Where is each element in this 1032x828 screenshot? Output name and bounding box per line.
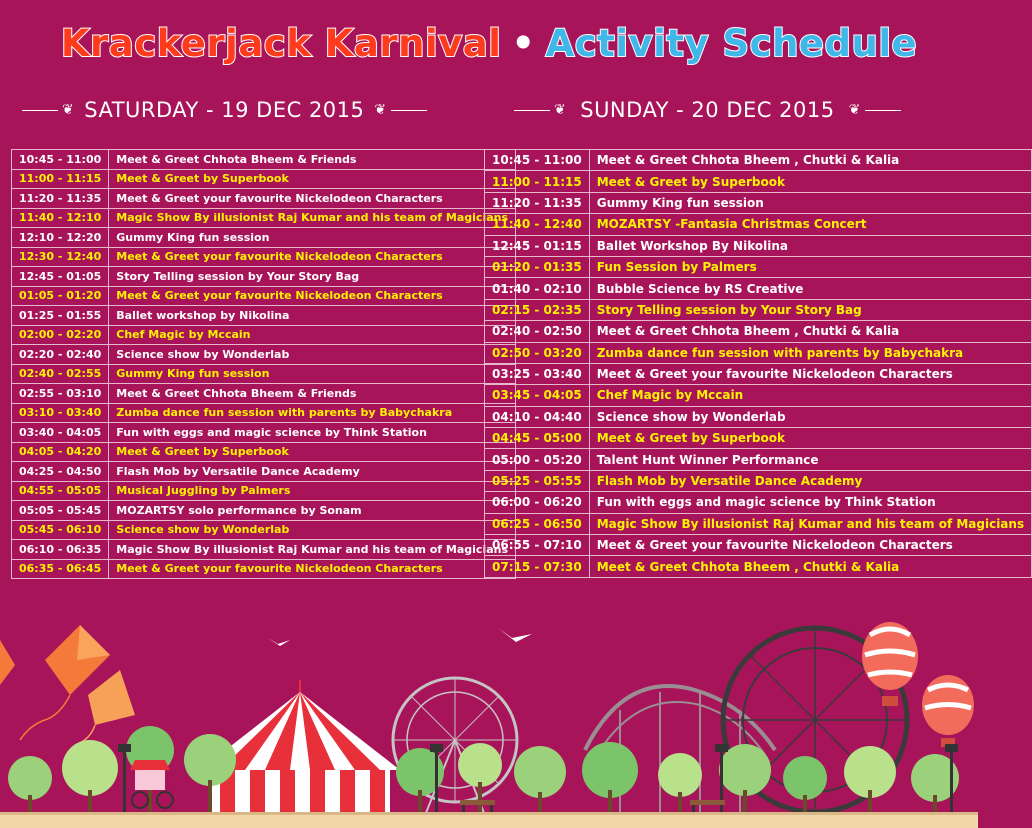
schedule-activity: Meet & Greet by Superbook <box>109 442 516 462</box>
tree-icon <box>62 740 118 815</box>
schedule-row <box>485 556 1032 577</box>
schedule-row <box>12 442 516 462</box>
schedule-row <box>12 228 516 248</box>
schedule-activity: Science show by Wonderlab <box>109 345 516 365</box>
schedule-row <box>12 345 516 365</box>
schedule-activity: Gummy King fun session <box>109 364 516 384</box>
schedule-activity: Zumba dance fun session with parents by Babychakra <box>589 342 1031 363</box>
schedule-row <box>12 189 516 209</box>
schedule-row <box>12 208 516 228</box>
schedule-activity: Meet & Greet Chhota Bheem , Chutki & Kalia <box>589 150 1031 171</box>
schedule-activity: Meet & Greet your favourite Nickelodeon Characters <box>109 247 516 267</box>
schedule-time: 06:55 - 07:10 <box>485 535 590 556</box>
schedule-time: 01:25 - 01:55 <box>12 306 109 326</box>
schedule-time: 10:45 - 11:00 <box>485 150 590 171</box>
schedule-activity: Zumba dance fun session with parents by Babychakra <box>109 403 516 423</box>
schedule-row <box>485 235 1032 256</box>
schedule-activity: Ballet workshop by Nikolina <box>109 306 516 326</box>
schedule-row <box>12 150 516 170</box>
schedule-row <box>485 214 1032 235</box>
schedule-time: 12:30 - 12:40 <box>12 247 109 267</box>
schedule-activity: Ballet Workshop By Nikolina <box>589 235 1031 256</box>
schedule-time: 02:40 - 02:55 <box>12 364 109 384</box>
schedule-time: 04:05 - 04:20 <box>12 442 109 462</box>
schedule-activity: Story Telling session by Your Story Bag <box>589 299 1031 320</box>
schedule-time: 03:40 - 04:05 <box>12 423 109 443</box>
schedule-time: 04:10 - 04:40 <box>485 406 590 427</box>
schedule-time: 04:25 - 04:50 <box>12 462 109 482</box>
schedule-row <box>12 462 516 482</box>
carnival-illustration <box>0 600 978 828</box>
schedule-time: 11:40 - 12:10 <box>12 208 109 228</box>
schedule-time: 01:20 - 01:35 <box>485 256 590 277</box>
schedule-row <box>485 299 1032 320</box>
schedule-activity: Talent Hunt Winner Performance <box>589 449 1031 470</box>
schedule-row <box>12 520 516 540</box>
schedule-time: 01:40 - 02:10 <box>485 278 590 299</box>
schedule-row <box>12 423 516 443</box>
schedule-time: 05:45 - 06:10 <box>12 520 109 540</box>
page-title <box>0 22 978 65</box>
ornament-icon: ❦ <box>374 102 387 118</box>
schedule-activity: Meet & Greet Chhota Bheem , Chutki & Kalia <box>589 321 1031 342</box>
schedule-activity: Science show by Wonderlab <box>109 520 516 540</box>
bench-icon <box>460 800 495 813</box>
schedule-time: 03:10 - 03:40 <box>12 403 109 423</box>
schedule-activity: Magic Show By illusionist Raj Kumar and his team of Magicians <box>109 540 516 560</box>
schedule-activity: Meet & Greet Chhota Bheem & Friends <box>109 150 516 170</box>
schedule-activity: Science show by Wonderlab <box>589 406 1031 427</box>
schedule-activity: Meet & Greet by Superbook <box>589 428 1031 449</box>
schedule-activity: Gummy King fun session <box>589 192 1031 213</box>
schedule-row <box>485 428 1032 449</box>
schedule-activity: Meet & Greet your favourite Nickelodeon Characters <box>589 363 1031 384</box>
kite-icon <box>0 640 15 685</box>
schedule-activity: Flash Mob by Versatile Dance Academy <box>109 462 516 482</box>
bird-icon <box>268 638 290 646</box>
schedule-row <box>12 306 516 326</box>
tree-icon <box>719 744 771 815</box>
schedule-time: 02:00 - 02:20 <box>12 325 109 345</box>
schedule-row <box>485 342 1032 363</box>
schedule-time: 03:45 - 04:05 <box>485 385 590 406</box>
schedule-row <box>12 559 516 579</box>
schedule-row <box>485 513 1032 534</box>
schedule-row <box>485 449 1032 470</box>
schedule-time: 02:50 - 03:20 <box>485 342 590 363</box>
schedule-row <box>12 267 516 287</box>
schedule-activity: Flash Mob by Versatile Dance Academy <box>589 470 1031 491</box>
schedule-time: 02:20 - 02:40 <box>12 345 109 365</box>
schedule-row <box>485 192 1032 213</box>
tree-icon <box>582 742 638 815</box>
schedule-activity: Magic Show By illusionist Raj Kumar and his team of Magicians <box>589 513 1031 534</box>
schedule-time: 11:20 - 11:35 <box>12 189 109 209</box>
schedule-time: 02:40 - 02:50 <box>485 321 590 342</box>
tree-icon <box>658 753 702 815</box>
schedule-activity: Meet & Greet by Superbook <box>109 169 516 189</box>
schedule-activity: Chef Magic by Mccain <box>109 325 516 345</box>
schedule-time: 04:45 - 05:00 <box>485 428 590 449</box>
hot-air-balloon-icon <box>862 622 918 706</box>
schedule-activity: Meet & Greet your favourite Nickelodeon Characters <box>109 189 516 209</box>
ornament-icon: ❦ <box>848 102 861 118</box>
schedule-row <box>12 364 516 384</box>
schedule-time: 06:35 - 06:45 <box>12 559 109 579</box>
schedule-row <box>12 403 516 423</box>
schedule-row <box>485 278 1032 299</box>
ornament-line <box>865 110 901 111</box>
schedule-row <box>12 540 516 560</box>
kite-icon <box>75 670 135 745</box>
schedule-activity: Meet & Greet your favourite Nickelodeon Characters <box>109 559 516 579</box>
ornament-line <box>22 110 58 111</box>
schedule-time: 07:15 - 07:30 <box>485 556 590 577</box>
schedule-row <box>12 169 516 189</box>
schedule-row <box>485 256 1032 277</box>
schedule-row <box>485 385 1032 406</box>
ornament-line <box>514 110 550 111</box>
schedule-activity: Meet & Greet your favourite Nickelodeon Characters <box>589 535 1031 556</box>
schedule-time: 03:25 - 03:40 <box>485 363 590 384</box>
schedule-row <box>485 363 1032 384</box>
schedule-row <box>485 150 1032 171</box>
schedule-row <box>485 171 1032 192</box>
schedule-time: 06:00 - 06:20 <box>485 492 590 513</box>
schedule-activity: Meet & Greet by Superbook <box>589 171 1031 192</box>
sunday-heading-text: SUNDAY - 20 DEC 2015 <box>580 98 835 122</box>
title-part1: Krackerjack Karnival <box>60 22 502 65</box>
schedule-row <box>12 247 516 267</box>
tree-icon <box>8 756 52 815</box>
schedule-activity: Fun Session by Palmers <box>589 256 1031 277</box>
schedule-activity: Chef Magic by Mccain <box>589 385 1031 406</box>
ornament-icon: ❦ <box>554 102 567 118</box>
schedule-time: 04:55 - 05:05 <box>12 481 109 501</box>
title-part2: Activity Schedule <box>545 22 918 65</box>
schedule-time: 06:25 - 06:50 <box>485 513 590 534</box>
day-heading-saturday <box>18 98 431 122</box>
saturday-schedule-table <box>11 149 516 579</box>
schedule-activity: Musical Juggling by Palmers <box>109 481 516 501</box>
schedule-activity: MOZARTSY solo performance by Sonam <box>109 501 516 521</box>
schedule-time: 01:05 - 01:20 <box>12 286 109 306</box>
schedule-row <box>12 481 516 501</box>
schedule-time: 02:55 - 03:10 <box>12 384 109 404</box>
schedule-time: 11:00 - 11:15 <box>485 171 590 192</box>
schedule-row <box>12 286 516 306</box>
title-separator: • <box>511 22 536 65</box>
ornament-line <box>391 110 427 111</box>
schedule-activity: Meet & Greet your favourite Nickelodeon Characters <box>109 286 516 306</box>
schedule-time: 11:40 - 12:40 <box>485 214 590 235</box>
schedule-row <box>485 470 1032 491</box>
schedule-time: 05:05 - 05:45 <box>12 501 109 521</box>
schedule-time: 05:00 - 05:20 <box>485 449 590 470</box>
schedule-activity: Story Telling session by Your Story Bag <box>109 267 516 287</box>
tree-icon <box>514 746 566 815</box>
schedule-row <box>485 321 1032 342</box>
schedule-row <box>12 325 516 345</box>
schedule-row <box>485 406 1032 427</box>
day-heading-sunday <box>510 98 905 122</box>
schedule-time: 02:15 - 02:35 <box>485 299 590 320</box>
schedule-activity: Bubble Science by RS Creative <box>589 278 1031 299</box>
schedule-row <box>485 492 1032 513</box>
schedule-activity: Meet & Greet Chhota Bheem & Friends <box>109 384 516 404</box>
schedule-time: 12:45 - 01:15 <box>485 235 590 256</box>
bench-icon <box>690 800 725 813</box>
schedule-activity: Gummy King fun session <box>109 228 516 248</box>
schedule-row <box>485 535 1032 556</box>
schedule-time: 11:20 - 11:35 <box>485 192 590 213</box>
schedule-row <box>12 501 516 521</box>
sunday-schedule-table <box>484 149 1032 578</box>
schedule-time: 12:10 - 12:20 <box>12 228 109 248</box>
schedule-time: 06:10 - 06:35 <box>12 540 109 560</box>
ornament-icon: ❦ <box>62 102 75 118</box>
schedule-activity: MOZARTSY -Fantasia Christmas Concert <box>589 214 1031 235</box>
schedule-activity: Fun with eggs and magic science by Think Station <box>109 423 516 443</box>
schedule-time: 12:45 - 01:05 <box>12 267 109 287</box>
schedule-activity: Fun with eggs and magic science by Think Station <box>589 492 1031 513</box>
saturday-heading-text: SATURDAY - 19 DEC 2015 <box>84 98 365 122</box>
schedule-time: 10:45 - 11:00 <box>12 150 109 170</box>
schedule-time: 05:25 - 05:55 <box>485 470 590 491</box>
hot-air-balloon-icon <box>922 675 974 747</box>
schedule-activity: Meet & Greet Chhota Bheem , Chutki & Kalia <box>589 556 1031 577</box>
schedule-activity: Magic Show By illusionist Raj Kumar and his team of Magicians <box>109 208 516 228</box>
bird-icon <box>498 628 532 642</box>
schedule-time: 11:00 - 11:15 <box>12 169 109 189</box>
schedule-row <box>12 384 516 404</box>
